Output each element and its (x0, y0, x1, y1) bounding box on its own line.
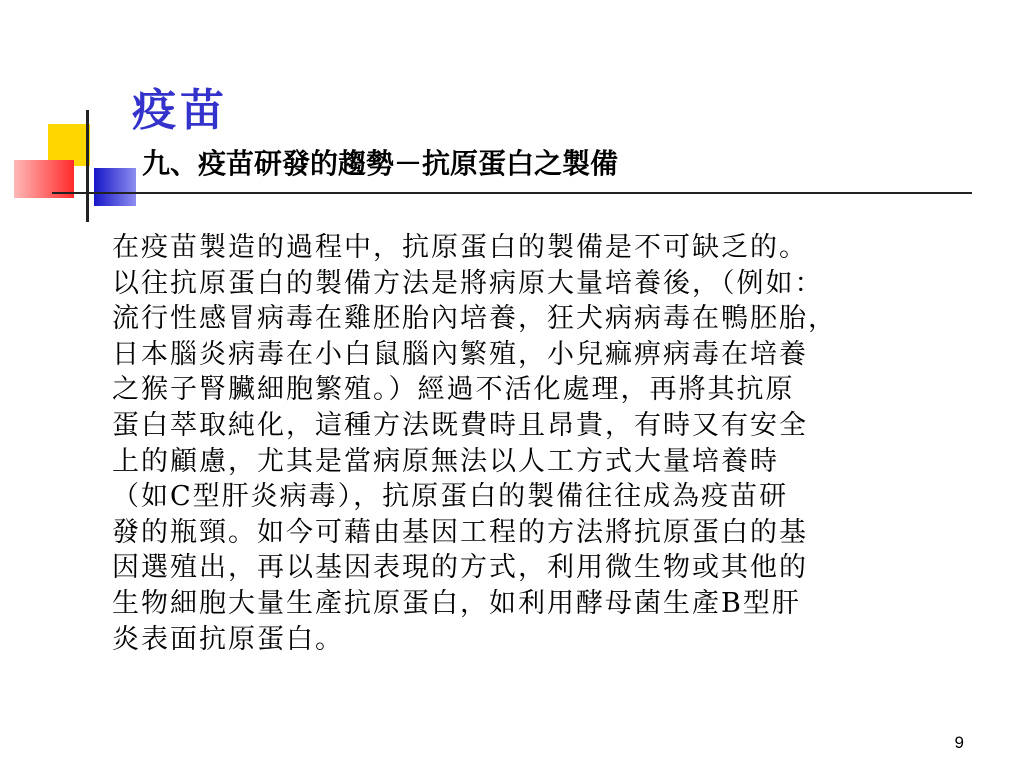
title-divider-line (52, 192, 972, 194)
page-number: 9 (954, 733, 964, 752)
body-line: 發的瓶頸。如今可藉由基因工程的方法將抗原蛋白的基 (112, 516, 808, 548)
body-line: （如C型肝炎病毒），抗原蛋白的製備往往成為疫苗研 (112, 481, 789, 513)
body-line: 流行性感冒病毒在雞胚胎內培養，狂犬病病毒在鴨胚胎， (112, 303, 837, 335)
body-line: 在疫苗製造的過程中，抗原蛋白的製備是不可缺乏的。 (112, 232, 808, 263)
body-text (112, 230, 972, 657)
body-line: 上的顧慮，尤其是當病原無法以人工方式大量培養時 (112, 445, 779, 477)
body-line: 日本腦炎病毒在小白鼠腦內繁殖，小兒痲痹病毒在培養 (112, 338, 808, 370)
body-line: 以往抗原蛋白的製備方法是將病原大量培養後，（例如： (112, 267, 824, 299)
slide-subtitle: 九、疫苗研發的趨勢－抗原蛋白之製備 (142, 147, 619, 180)
body-line: 因選殖出，再以基因表現的方式，利用微生物或其他的 (112, 552, 808, 584)
body-line: 蛋白萃取純化，這種方法既費時且昂貴，有時又有安全 (112, 409, 808, 441)
body-line: 炎表面抗原蛋白。 (112, 623, 344, 655)
decorative-vertical-line (86, 110, 89, 222)
body-line: 生物細胞大量生產抗原蛋白，如利用酵母菌生產B型肝 (112, 587, 801, 619)
decorative-blue-square (94, 168, 136, 206)
slide-title: 疫苗 (132, 85, 228, 136)
body-line: 之猴子腎臟細胞繁殖。）經過不活化處理，再將其抗原 (112, 374, 795, 406)
